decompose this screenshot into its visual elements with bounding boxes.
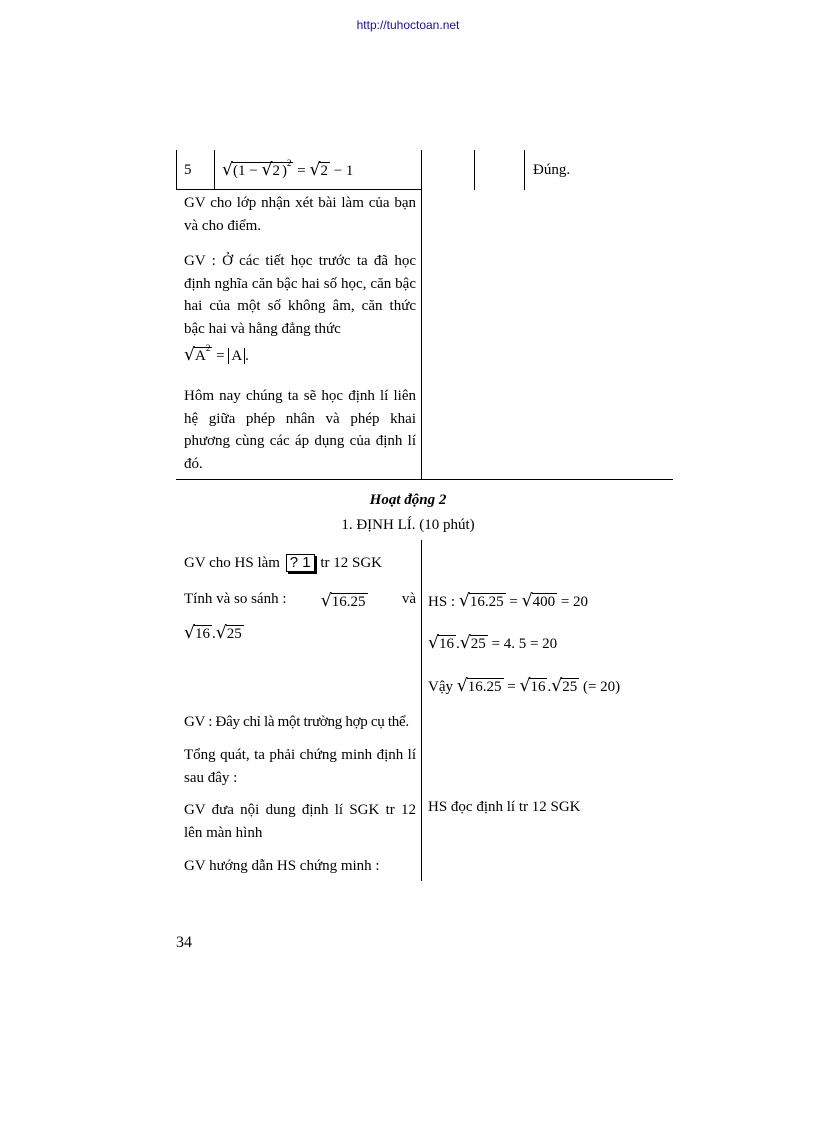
question-box: ? 1 bbox=[286, 554, 315, 572]
gv-theorem: GV đưa nội dung định lí SGK tr 12 lên màn hình bbox=[184, 802, 416, 841]
header-url[interactable]: http://tuhoctoan.net bbox=[356, 18, 460, 32]
table-row5-bottom bbox=[176, 189, 422, 190]
gv-intro: GV cho HS làm ? 1 tr 12 SGK bbox=[184, 554, 383, 571]
row5-number: 5 bbox=[184, 162, 192, 178]
gv-special-case: GV : Đây chỉ là một trường hợp cụ thể. bbox=[184, 714, 409, 730]
table-border-col3 bbox=[474, 150, 475, 190]
activity-divider bbox=[421, 540, 422, 881]
row5-answer: Đúng. bbox=[533, 162, 571, 178]
hs-theorem: HS đọc định lí tr 12 SGK bbox=[428, 799, 581, 815]
section-title: Hoạt động 2 bbox=[369, 492, 447, 508]
table-border-left bbox=[176, 150, 177, 190]
hs-line-1: HS : √16.25 = √400 = 20 bbox=[428, 591, 589, 611]
hs-line-3: Vậy √16.25 = √16 .√25 (= 20) bbox=[428, 676, 621, 696]
paragraph-today: Hôm nay chúng ta sẽ học định lí liên hệ giữa phép nhân và phép khai phương cùng các áp dụng của định lí đó. bbox=[184, 388, 416, 472]
hs-line-2: √16 .√25 = 4. 5 = 20 bbox=[428, 633, 558, 653]
row5-formula: √(1 − √2 )$^2$ = √2 − 1 bbox=[222, 158, 354, 180]
section-divider bbox=[176, 479, 673, 480]
section-subtitle: 1. ĐỊNH LÍ. (10 phút) bbox=[341, 517, 475, 533]
paragraph-feedback: GV cho lớp nhận xét bài làm của bạn và cho điểm. bbox=[184, 195, 416, 234]
table-border-mid bbox=[421, 150, 422, 480]
compare-line: Tính và so sánh : √16.25 và bbox=[184, 591, 416, 611]
table-border-col4 bbox=[524, 150, 525, 190]
table-border-num bbox=[214, 150, 215, 190]
gv-general: Tổng quát, ta phải chứng minh định lí sau đây : bbox=[184, 747, 416, 786]
compare-second: √16 .√25 bbox=[184, 623, 242, 643]
paragraph-review: GV : Ở các tiết học trước ta đã học định nghĩa căn bậc hai số học, căn bậc hai của một số không âm, căn thức bậc hai và hằng đẳng thức bbox=[184, 253, 416, 337]
identity-formula: $√A^2 = A$ . bbox=[184, 343, 249, 365]
gv-guide: GV hướng dẫn HS chứng minh : bbox=[184, 858, 380, 874]
page-number: 34 bbox=[176, 934, 192, 951]
